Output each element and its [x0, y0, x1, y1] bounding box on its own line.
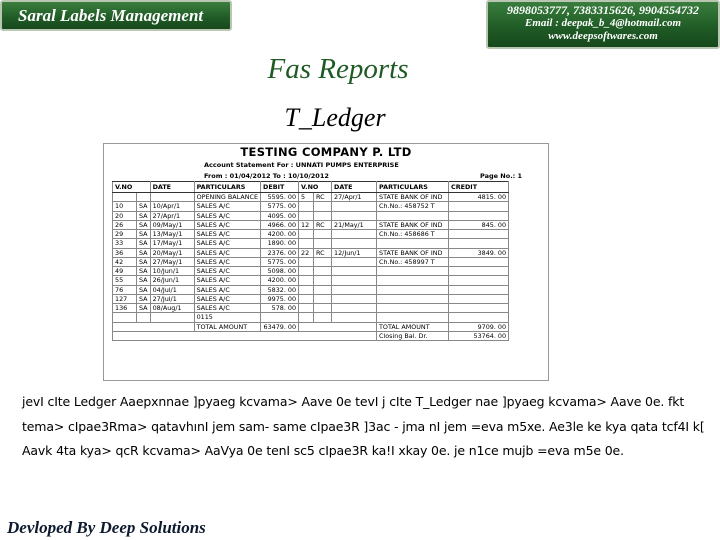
table-cell: SALES A/C	[194, 202, 260, 211]
table-cell: 33	[113, 239, 137, 248]
website-text: www.deepsoftwares.com	[548, 30, 658, 42]
table-cell	[332, 239, 377, 248]
table-cell	[299, 313, 314, 322]
table-cell: 76	[113, 285, 137, 294]
table-cell: SA	[137, 304, 151, 313]
table-cell: 9975. 00	[261, 294, 299, 303]
table-cell: RC	[314, 193, 332, 202]
table-cell: 26/Jun/1	[150, 276, 194, 285]
table-cell	[332, 294, 377, 303]
description-text: jevI cIte Ledger Aaepxnnae ]pyaeg kcvama> Aave 0e tevI j cIte T_Ledger nae ]pyaeg kcvama> Aave 0e. fkt tema> cIpae3Rma> qatavhınI jem sam- same cIpae3R ]3ac - jma nI jem =eva m5xe. Ae3le ke kya qata tcf4I k[ Aavk 4ta kya> qcR kcvama> AaVya 0e tenI sc5 cIpae3R ka!I xkay 0e. je n1ce mujb =eva m5e 0e.	[22, 394, 705, 458]
table-cell	[449, 257, 509, 266]
table-cell: 127	[113, 294, 137, 303]
total-credit-label: TOTAL AMOUNT	[377, 322, 449, 331]
table-cell: 55	[113, 276, 137, 285]
table-cell: Ch.No.: 458752 T	[377, 202, 449, 211]
table-cell	[314, 313, 332, 322]
ledger-header-row	[113, 182, 509, 193]
table-cell: 5775. 00	[261, 202, 299, 211]
table-cell: 27/Jul/1	[150, 294, 194, 303]
table-cell: 845. 00	[449, 220, 509, 229]
table-row	[113, 294, 509, 303]
table-cell	[377, 304, 449, 313]
table-cell: SALES A/C	[194, 304, 260, 313]
table-cell: 2376. 00	[261, 248, 299, 257]
table-cell	[449, 285, 509, 294]
table-row	[113, 220, 509, 229]
table-cell: SALES A/C	[194, 211, 260, 220]
table-cell	[314, 239, 332, 248]
table-cell: SALES A/C	[194, 267, 260, 276]
ledger-report-image	[103, 143, 549, 381]
table-cell: SA	[137, 276, 151, 285]
table-row	[113, 267, 509, 276]
table-row	[113, 285, 509, 294]
table-cell: SA	[137, 248, 151, 257]
table-cell: 17/May/1	[150, 239, 194, 248]
table-cell	[332, 267, 377, 276]
table-cell: 0115	[194, 313, 260, 322]
table-cell	[332, 211, 377, 220]
table-cell: 578. 00	[261, 304, 299, 313]
table-cell: 5	[299, 193, 314, 202]
table-cell: SA	[137, 220, 151, 229]
table-cell: 49	[113, 267, 137, 276]
table-cell: SA	[137, 257, 151, 266]
closing-value: 53764. 00	[449, 331, 509, 340]
table-cell: RC	[314, 248, 332, 257]
table-cell: SALES A/C	[194, 257, 260, 266]
contact-banner	[486, 0, 720, 49]
table-cell	[314, 304, 332, 313]
table-cell	[299, 230, 314, 239]
table-row	[113, 193, 509, 202]
period-line	[204, 172, 548, 180]
table-cell: 4966. 00	[261, 220, 299, 229]
table-cell	[314, 294, 332, 303]
table-cell	[332, 276, 377, 285]
table-cell: STATE BANK OF IND	[377, 248, 449, 257]
table-cell: 5775. 00	[261, 257, 299, 266]
table-cell: 27/May/1	[150, 257, 194, 266]
table-cell	[299, 202, 314, 211]
closing-label: Closing Bal. Dr.	[377, 331, 449, 340]
table-cell: STATE BANK OF IND	[377, 193, 449, 202]
table-cell: SALES A/C	[194, 248, 260, 257]
table-cell	[299, 294, 314, 303]
table-cell: 20/May/1	[150, 248, 194, 257]
table-cell	[449, 211, 509, 220]
table-cell	[314, 257, 332, 266]
table-cell	[449, 313, 509, 322]
table-cell: OPENING BALANCE	[194, 193, 260, 202]
company-name: TESTING COMPANY P. LTD	[240, 145, 412, 159]
report-subtitle: T_Ledger	[284, 103, 386, 132]
table-cell: 36	[113, 248, 137, 257]
col-header: DATE	[150, 182, 194, 193]
table-cell: 5098. 00	[261, 267, 299, 276]
table-cell: SA	[137, 230, 151, 239]
table-cell: 4815. 00	[449, 193, 509, 202]
app-title-banner	[0, 0, 232, 31]
table-cell: RC	[314, 220, 332, 229]
table-cell	[314, 267, 332, 276]
table-row	[113, 239, 509, 248]
col-header: PARTICULARS	[194, 182, 260, 193]
table-cell	[449, 267, 509, 276]
table-cell: 04/Jul/1	[150, 285, 194, 294]
table-row	[113, 248, 509, 257]
table-cell	[332, 304, 377, 313]
table-cell	[449, 304, 509, 313]
table-cell: SA	[137, 239, 151, 248]
table-cell: 20	[113, 211, 137, 220]
table-cell: STATE BANK OF IND	[377, 220, 449, 229]
table-cell: SALES A/C	[194, 239, 260, 248]
table-cell: 08/Aug/1	[150, 304, 194, 313]
table-cell: 136	[113, 304, 137, 313]
col-header: PARTICULARS	[377, 182, 449, 193]
table-cell	[332, 257, 377, 266]
table-cell	[449, 294, 509, 303]
table-cell	[299, 285, 314, 294]
table-cell: 4095. 00	[261, 211, 299, 220]
table-cell: 13/May/1	[150, 230, 194, 239]
table-cell: 10	[113, 202, 137, 211]
table-cell	[377, 313, 449, 322]
table-cell: SALES A/C	[194, 294, 260, 303]
table-cell: 27/Apr/1	[150, 211, 194, 220]
table-row	[113, 276, 509, 285]
table-cell	[449, 239, 509, 248]
table-cell: 21/May/1	[332, 220, 377, 229]
table-cell	[113, 313, 137, 322]
table-row	[113, 211, 509, 220]
table-cell: 10/Apr/1	[150, 202, 194, 211]
table-cell	[299, 257, 314, 266]
total-row	[113, 322, 509, 331]
table-cell: 26	[113, 220, 137, 229]
table-row	[113, 257, 509, 266]
col-header: DEBIT	[261, 182, 299, 193]
page-title: Fas Reports	[267, 53, 409, 85]
table-cell	[299, 211, 314, 220]
table-cell: 27/Apr/1	[332, 193, 377, 202]
period-text: From : 01/04/2012 To : 10/10/2012	[204, 172, 329, 180]
table-cell: 29	[113, 230, 137, 239]
table-cell	[449, 276, 509, 285]
table-cell	[137, 193, 151, 202]
col-header: V.NO	[113, 182, 151, 193]
col-header: V.NO	[299, 182, 332, 193]
table-cell	[332, 285, 377, 294]
table-cell: 10/Jun/1	[150, 267, 194, 276]
table-cell: SA	[137, 285, 151, 294]
table-row	[113, 304, 509, 313]
table-cell	[299, 304, 314, 313]
table-cell: 12	[299, 220, 314, 229]
total-debit-label: TOTAL AMOUNT	[194, 322, 260, 331]
email-text: Email : deepak_b_4@hotmail.com	[524, 17, 682, 29]
table-cell: 1890. 00	[261, 239, 299, 248]
table-cell	[377, 285, 449, 294]
table-cell: SALES A/C	[194, 276, 260, 285]
table-cell	[299, 276, 314, 285]
table-cell: 5832. 00	[261, 285, 299, 294]
account-line: Account Statement For : UNNATI PUMPS ENTERPRISE	[204, 161, 399, 169]
table-cell: 5595. 00	[261, 193, 299, 202]
table-cell	[377, 239, 449, 248]
table-cell	[261, 313, 299, 322]
table-cell	[377, 294, 449, 303]
table-cell: 09/May/1	[150, 220, 194, 229]
table-cell	[314, 230, 332, 239]
table-cell	[332, 202, 377, 211]
table-cell: SA	[137, 211, 151, 220]
table-row	[113, 313, 509, 322]
ledger-table	[112, 181, 509, 341]
table-row	[113, 202, 509, 211]
page-number: Page No.: 1	[480, 172, 523, 180]
table-cell	[113, 193, 137, 202]
table-cell	[299, 267, 314, 276]
phone-numbers: 9898053777, 7383315626, 9904554732	[507, 3, 699, 17]
table-cell: SALES A/C	[194, 220, 260, 229]
table-cell	[377, 276, 449, 285]
table-cell	[377, 211, 449, 220]
col-header: DATE	[332, 182, 377, 193]
table-cell	[449, 202, 509, 211]
table-cell	[332, 313, 377, 322]
table-cell: 3849. 00	[449, 248, 509, 257]
table-cell: Ch.No.: 458997 T	[377, 257, 449, 266]
table-cell: SA	[137, 202, 151, 211]
table-cell	[449, 230, 509, 239]
total-debit: 63479. 00	[261, 322, 299, 331]
table-cell: SALES A/C	[194, 285, 260, 294]
table-cell	[377, 267, 449, 276]
table-cell	[150, 193, 194, 202]
table-cell: SALES A/C	[194, 230, 260, 239]
table-cell: SA	[137, 294, 151, 303]
closing-row	[113, 331, 509, 340]
table-cell	[314, 276, 332, 285]
table-cell	[150, 313, 194, 322]
table-cell	[137, 313, 151, 322]
col-header: CREDIT	[449, 182, 509, 193]
total-credit: 9709. 00	[449, 322, 509, 331]
table-cell: 4200. 00	[261, 230, 299, 239]
table-cell	[314, 202, 332, 211]
table-cell: Ch.No.: 458686 T	[377, 230, 449, 239]
table-cell	[314, 211, 332, 220]
table-cell: 22	[299, 248, 314, 257]
table-cell: 4200. 00	[261, 276, 299, 285]
table-cell: 12/Jun/1	[332, 248, 377, 257]
app-title: Saral Labels Management	[18, 6, 204, 25]
footer-credit: Devloped By Deep Solutions	[7, 518, 206, 537]
table-row	[113, 230, 509, 239]
table-cell	[299, 239, 314, 248]
table-cell: 42	[113, 257, 137, 266]
table-cell	[332, 230, 377, 239]
table-cell	[314, 285, 332, 294]
table-cell: SA	[137, 267, 151, 276]
